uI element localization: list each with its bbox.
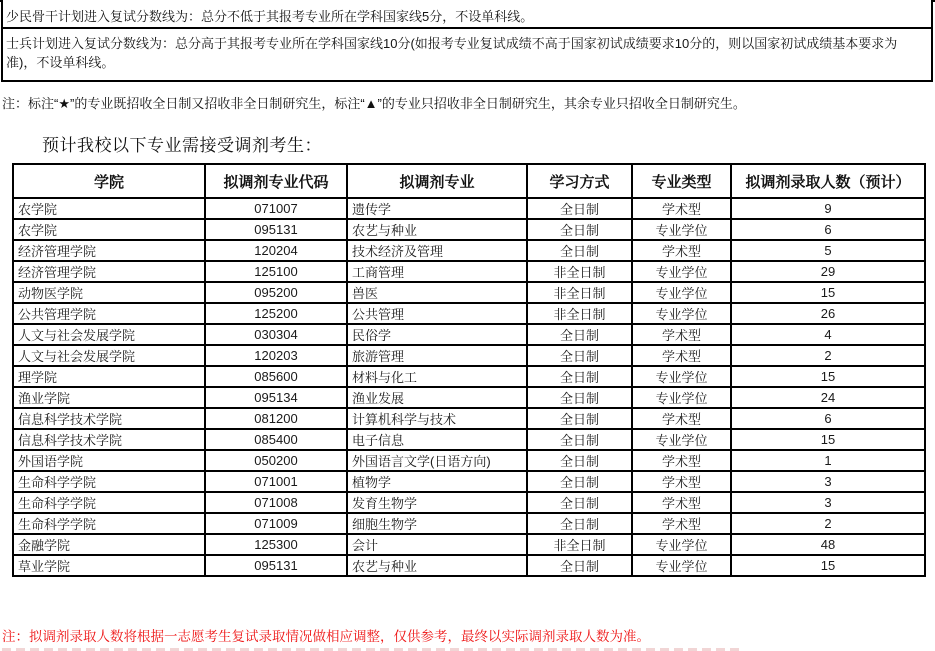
cell-count: 15 <box>731 555 925 576</box>
cell-type: 学术型 <box>632 492 731 513</box>
cell-mode: 非全日制 <box>527 534 632 555</box>
cell-mode: 全日制 <box>527 324 632 345</box>
cell-college: 动物医学院 <box>13 282 205 303</box>
header-college: 学院 <box>13 164 205 198</box>
cell-code: 085400 <box>205 429 347 450</box>
cell-count: 5 <box>731 240 925 261</box>
cell-type: 学术型 <box>632 450 731 471</box>
cell-college: 公共管理学院 <box>13 303 205 324</box>
cell-college: 外国语学院 <box>13 450 205 471</box>
cell-type: 专业学位 <box>632 534 731 555</box>
cell-code: 095134 <box>205 387 347 408</box>
cell-college: 农学院 <box>13 198 205 219</box>
cell-college: 信息科学技术学院 <box>13 408 205 429</box>
cell-major: 工商管理 <box>347 261 527 282</box>
cell-type: 专业学位 <box>632 387 731 408</box>
cell-mode: 全日制 <box>527 387 632 408</box>
table-row <box>13 450 925 471</box>
cell-major: 民俗学 <box>347 324 527 345</box>
cell-college: 人文与社会发展学院 <box>13 345 205 366</box>
cell-major: 植物学 <box>347 471 527 492</box>
cell-college: 渔业学院 <box>13 387 205 408</box>
cell-count: 3 <box>731 492 925 513</box>
cell-major: 计算机科学与技术 <box>347 408 527 429</box>
cell-code: 125300 <box>205 534 347 555</box>
cell-mode: 非全日制 <box>527 303 632 324</box>
cell-mode: 全日制 <box>527 429 632 450</box>
table-header-row <box>13 164 925 198</box>
header-major-type: 专业类型 <box>632 164 731 198</box>
header-major-name: 拟调剂专业 <box>347 164 527 198</box>
table-row <box>13 471 925 492</box>
table-row <box>13 282 925 303</box>
cell-mode: 全日制 <box>527 450 632 471</box>
cell-code: 071007 <box>205 198 347 219</box>
table-row <box>13 513 925 534</box>
cell-count: 15 <box>731 429 925 450</box>
cell-major: 农艺与种业 <box>347 555 527 576</box>
cell-mode: 全日制 <box>527 471 632 492</box>
cell-code: 095200 <box>205 282 347 303</box>
cell-major: 发育生物学 <box>347 492 527 513</box>
cell-count: 2 <box>731 513 925 534</box>
cell-college: 经济管理学院 <box>13 240 205 261</box>
cell-code: 030304 <box>205 324 347 345</box>
cell-type: 专业学位 <box>632 366 731 387</box>
cell-college: 生命科学学院 <box>13 513 205 534</box>
cell-major: 细胞生物学 <box>347 513 527 534</box>
cell-type: 学术型 <box>632 513 731 534</box>
soldier-plan-rule: 士兵计划进入复试分数线为：总分高于其报考专业所在学科国家线10分(如报考专业复试成绩不高于国家初试成绩要求10分的，则以国家初试成绩基本要求为准)，不设单科线。 <box>6 36 898 70</box>
cell-code: 120204 <box>205 240 347 261</box>
cell-count: 15 <box>731 366 925 387</box>
cell-count: 3 <box>731 471 925 492</box>
cell-college: 经济管理学院 <box>13 261 205 282</box>
cell-mode: 全日制 <box>527 219 632 240</box>
header-study-mode: 学习方式 <box>527 164 632 198</box>
cell-college: 金融学院 <box>13 534 205 555</box>
cell-count: 29 <box>731 261 925 282</box>
cell-type: 专业学位 <box>632 219 731 240</box>
cell-count: 6 <box>731 219 925 240</box>
cell-count: 1 <box>731 450 925 471</box>
table-row <box>13 303 925 324</box>
cell-code: 085600 <box>205 366 347 387</box>
cell-count: 2 <box>731 345 925 366</box>
cell-type: 专业学位 <box>632 429 731 450</box>
cell-major: 渔业发展 <box>347 387 527 408</box>
cell-college: 人文与社会发展学院 <box>13 324 205 345</box>
cell-code: 071009 <box>205 513 347 534</box>
cell-mode: 全日制 <box>527 366 632 387</box>
cell-code: 120203 <box>205 345 347 366</box>
cell-type: 专业学位 <box>632 282 731 303</box>
cell-college: 草业学院 <box>13 555 205 576</box>
table-row <box>13 198 925 219</box>
cell-type: 专业学位 <box>632 555 731 576</box>
cell-mode: 全日制 <box>527 492 632 513</box>
cell-code: 095131 <box>205 219 347 240</box>
table-header <box>13 164 925 198</box>
footer-adjustment-note: 注：拟调剂录取人数将根据一志愿考生复试录取情况做相应调整，仅供参考，最终以实际调剂录取人数为准。 <box>2 629 650 644</box>
cell-code: 095131 <box>205 555 347 576</box>
cell-code: 050200 <box>205 450 347 471</box>
adjustment-table-heading: 预计我校以下专业需接受调剂考生： <box>42 136 322 155</box>
cell-count: 6 <box>731 408 925 429</box>
cell-type: 学术型 <box>632 345 731 366</box>
table-row <box>13 429 925 450</box>
cell-college: 理学院 <box>13 366 205 387</box>
cell-mode: 全日制 <box>527 198 632 219</box>
cell-college: 生命科学学院 <box>13 492 205 513</box>
cell-major: 会计 <box>347 534 527 555</box>
cell-major: 电子信息 <box>347 429 527 450</box>
table-row <box>13 219 925 240</box>
cell-code: 125200 <box>205 303 347 324</box>
table-row <box>13 366 925 387</box>
cell-code: 071008 <box>205 492 347 513</box>
table-row <box>13 534 925 555</box>
adjustment-majors-table <box>12 163 926 577</box>
cell-type: 专业学位 <box>632 261 731 282</box>
cell-code: 125100 <box>205 261 347 282</box>
table-row <box>13 345 925 366</box>
table-row <box>13 261 925 282</box>
table-row <box>13 492 925 513</box>
table-row <box>13 240 925 261</box>
table-row <box>13 555 925 576</box>
cell-mode: 全日制 <box>527 240 632 261</box>
cell-mode: 全日制 <box>527 345 632 366</box>
header-planned-count: 拟调剂录取人数（预计） <box>731 164 925 198</box>
cell-count: 9 <box>731 198 925 219</box>
cell-count: 4 <box>731 324 925 345</box>
cell-college: 信息科学技术学院 <box>13 429 205 450</box>
cell-major: 公共管理 <box>347 303 527 324</box>
cell-major: 技术经济及管理 <box>347 240 527 261</box>
cell-major: 遗传学 <box>347 198 527 219</box>
cell-major: 旅游管理 <box>347 345 527 366</box>
cell-type: 学术型 <box>632 240 731 261</box>
cell-mode: 全日制 <box>527 408 632 429</box>
cell-college: 农学院 <box>13 219 205 240</box>
cell-count: 15 <box>731 282 925 303</box>
cell-college: 生命科学学院 <box>13 471 205 492</box>
cell-count: 48 <box>731 534 925 555</box>
table-row <box>13 408 925 429</box>
cell-major: 材料与化工 <box>347 366 527 387</box>
cell-mode: 非全日制 <box>527 261 632 282</box>
cell-code: 071001 <box>205 471 347 492</box>
cell-type: 专业学位 <box>632 303 731 324</box>
header-major-code: 拟调剂专业代码 <box>205 164 347 198</box>
cell-type: 学术型 <box>632 471 731 492</box>
cell-type: 学术型 <box>632 324 731 345</box>
cell-major: 外国语言文学(日语方向) <box>347 450 527 471</box>
cell-mode: 全日制 <box>527 513 632 534</box>
cell-code: 081200 <box>205 408 347 429</box>
cell-mode: 非全日制 <box>527 282 632 303</box>
table-body <box>13 198 925 576</box>
cell-major: 兽医 <box>347 282 527 303</box>
cell-type: 学术型 <box>632 198 731 219</box>
table-row <box>13 324 925 345</box>
cell-count: 26 <box>731 303 925 324</box>
score-rules-box <box>1 0 933 82</box>
table-row <box>13 387 925 408</box>
cell-major: 农艺与种业 <box>347 219 527 240</box>
cell-mode: 全日制 <box>527 555 632 576</box>
cell-type: 学术型 <box>632 408 731 429</box>
minority-plan-rule: 少民骨干计划进入复试分数线为：总分不低于其报考专业所在学科国家线5分，不设单科线。 <box>3 0 931 29</box>
cell-count: 24 <box>731 387 925 408</box>
star-legend-note: 注：标注“★”的专业既招收全日制又招收非全日制研究生，标注“▲”的专业只招收非全日制研究生，其余专业只招收全日制研究生。 <box>2 96 746 111</box>
